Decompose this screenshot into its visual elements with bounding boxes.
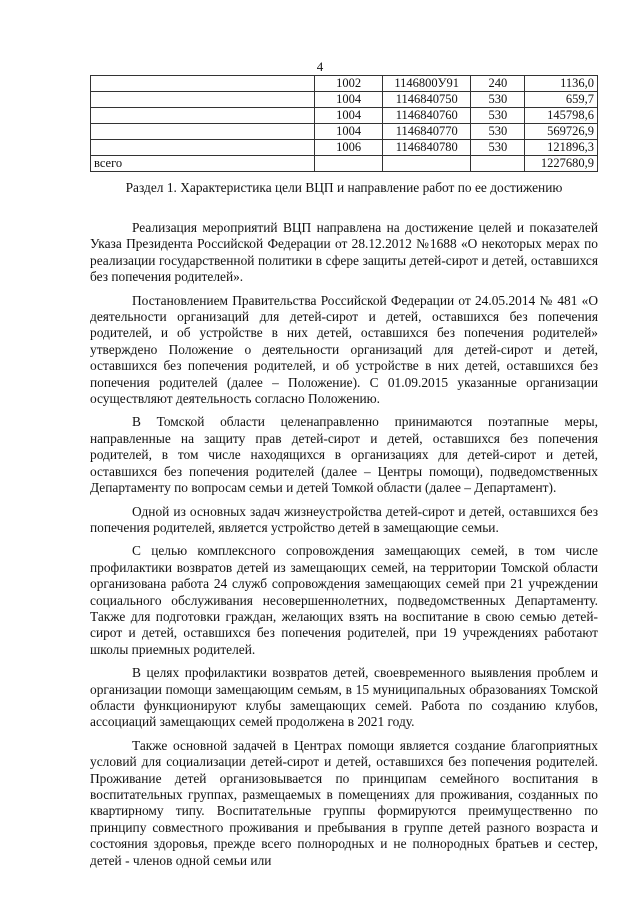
table-cell: 145798,6 — [525, 108, 598, 124]
table-cell — [91, 108, 315, 124]
table-cell: 1146840780 — [383, 140, 471, 156]
table-cell — [471, 156, 525, 172]
table-cell: 1146840760 — [383, 108, 471, 124]
table-cell: 1004 — [315, 124, 383, 140]
table-total-row — [91, 156, 598, 172]
table-row — [91, 76, 598, 92]
page-number: 4 — [316, 59, 324, 74]
table-row — [91, 124, 598, 140]
table-row — [91, 108, 598, 124]
table-cell: 121896,3 — [525, 140, 598, 156]
table-cell: 1146840770 — [383, 124, 471, 140]
table-cell — [91, 76, 315, 92]
paragraph: В Томской области целенаправленно принимаются поэтапные меры, направленные на защиту прав детей-сирот и детей, оставшихся без попечения родителей, в том числе находящихся в организациях для детей-сирот и детей, оставшихся без попечения родителей (далее – Центры помощи), подведомственных Департаменту по вопросам семьи и детей Томкой области (далее – Департамент). — [90, 414, 598, 496]
table-cell: 1146800У91 — [383, 76, 471, 92]
table-cell: 1002 — [315, 76, 383, 92]
paragraph: С целью комплексного сопровождения замещающих семей, в том числе профилактики возвратов детей из замещающих семей, на территории Томской области организована работа 24 служб сопровождения замещающих семей при 21 учреждении социального обслуживания несовершеннолетних, подведомственных Департаменту. Также для подготовки граждан, желающих взять на воспитание в свою семью детей-сирот и детей, оставшихся без попечения родителей, при 19 учреждениях работают школы приемных родителей. — [90, 543, 598, 657]
budget-table — [90, 75, 598, 172]
table-cell: 1004 — [315, 108, 383, 124]
table-cell-total-value: 1227680,9 — [525, 156, 598, 172]
table-cell — [315, 156, 383, 172]
table-cell — [91, 124, 315, 140]
table-cell: 240 — [471, 76, 525, 92]
document-body — [90, 220, 598, 876]
table-cell: 659,7 — [525, 92, 598, 108]
table-cell: 530 — [471, 124, 525, 140]
paragraph: В целях профилактики возвратов детей, своевременного выявления проблем и организации помощи замещающим семьям, в 15 муниципальных образованиях Томской области функционируют клубы замещающих семей. Работа по созданию клубов, ассоциаций замещающих семей продолжена в 2021 году. — [90, 665, 598, 730]
paragraph: Постановлением Правительства Российской Федерации от 24.05.2014 № 481 «О деятельности организаций для детей-сирот и детей, оставшихся без попечения родителей, и об устройстве в них детей, оставшихся без попечения родителей» утверждено Положение о деятельности организаций для детей-сирот и детей, оставшихся без попечения родителей, и об устройстве в них детей, оставшихся без попечения родителей (далее – Положение). С 01.09.2015 указанные организации осуществляют деятельность согласно Положению. — [90, 292, 598, 407]
section-title: Раздел 1. Характеристика цели ВЦП и направление работ по ее достижению — [125, 180, 563, 195]
table-row — [91, 140, 598, 156]
table-cell: 1136,0 — [525, 76, 598, 92]
table-cell: 1006 — [315, 140, 383, 156]
table-cell: 530 — [471, 140, 525, 156]
table-cell — [91, 140, 315, 156]
table-cell-total-label: всего — [91, 156, 315, 172]
table-row — [91, 92, 598, 108]
paragraph: Реализация мероприятий ВЦП направлена на достижение целей и показателей Указа Президента Российской Федерации от 28.12.2012 №1688 «О некоторых мерах по реализации государственной политики в сфере защиты детей-сирот и детей, оставшихся без попечения родителей». — [90, 220, 598, 285]
paragraph: Также основной задачей в Центрах помощи является создание благоприятных условий для социализации детей-сирот и детей, оставшихся без попечения родителей. Проживание детей организовывается по принципам семейного воспитания в воспитательных группах, размещаемых в помещениях для проживания, созданных по квартирному типу. Воспитательные группы формируются преимущественно по принципу совместного проживания и пребывания в группе детей разного возраста и состояния здоровья, прежде всего полнородных и не полнородных братьев и сестер, детей - членов одной семьи или — [90, 737, 598, 868]
table-cell: 569726,9 — [525, 124, 598, 140]
table-cell — [383, 156, 471, 172]
table-cell: 1146840750 — [383, 92, 471, 108]
table-cell: 1004 — [315, 92, 383, 108]
paragraph: Одной из основных задач жизнеустройства детей-сирот и детей, оставшихся без попечения родителей, является устройство детей в замещающие семьи. — [90, 503, 598, 535]
table-cell: 530 — [471, 108, 525, 124]
table-cell — [91, 92, 315, 108]
table-cell: 530 — [471, 92, 525, 108]
